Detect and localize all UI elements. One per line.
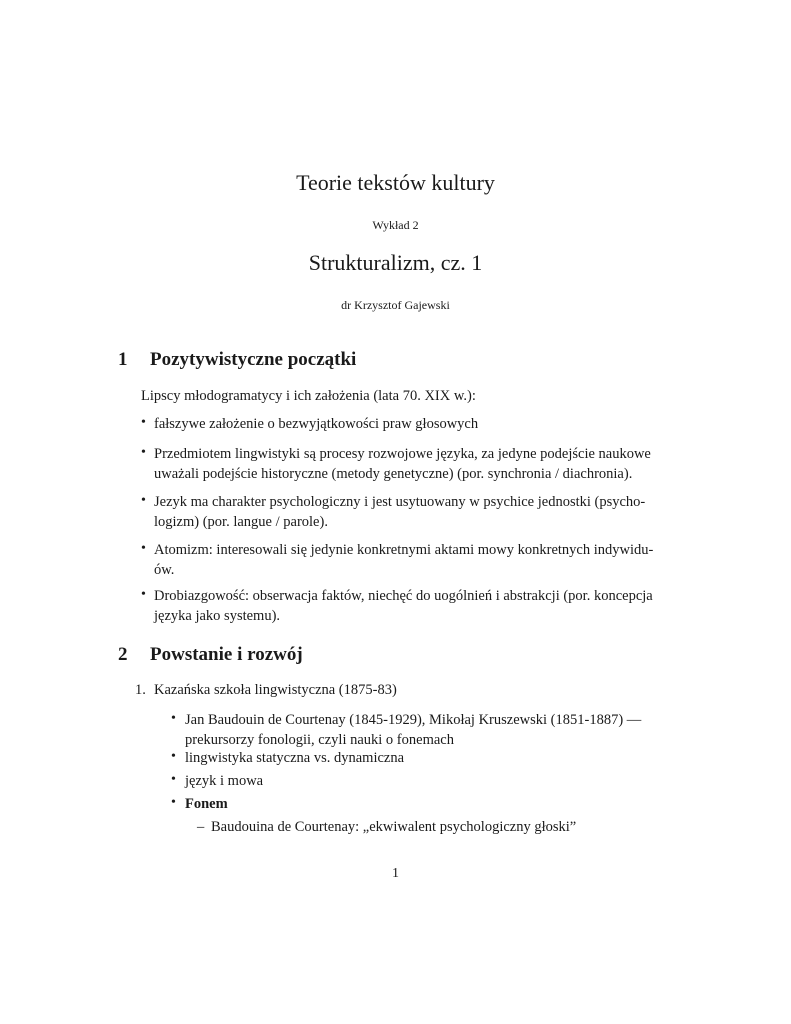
list-item [154,540,674,580]
section-1-title: Pozytywistyczne początki [150,349,357,370]
list-item-line: prekursorzy fonologii, czyli nauki o fonemach [185,732,454,748]
list-item-line: język i mowa [185,773,264,789]
list-item-line: Atomizm: interesowali się jedynie konkretnymi aktami mowy konkretnych indywidu- [154,542,654,558]
bullet-icon: • [141,587,146,602]
page-number: 1 [392,866,399,881]
section-1-intro: Lipscy młodogramatycy i ich założenia (lata 70. XIX w.): [141,388,476,404]
list-item [185,710,685,750]
list-item [154,444,674,484]
list-item [185,771,263,791]
list-item-line: ów. [154,562,175,578]
dash-icon: – [197,819,205,835]
list-item-line: lingwistyka statyczna vs. dynamiczna [185,750,405,766]
bullet-icon: • [141,415,146,430]
list-item-line: fałszywe założenie o bezwyjątkowości praw głosowych [154,416,479,432]
document-title: Teorie tekstów kultury [296,170,495,195]
list-item-line: Jan Baudouin de Courtenay (1845-1929), Mikołaj Kruszewski (1851-1887) — [185,712,642,728]
list-item-line: uważali podejście historyczne (metody genetyczne) (por. synchronia / diachronia). [154,466,633,482]
list-item-line: języka jako systemu). [154,608,281,624]
section-1-number: 1 [118,349,128,370]
bullet-icon: • [171,772,176,787]
bullet-icon: • [141,493,146,508]
section-2-title: Powstanie i rozwój [150,644,303,665]
bullet-icon: • [141,541,146,556]
list-item-bold [185,794,228,814]
list-item [154,414,674,434]
enum-item-text: Kazańska szkoła lingwistyczna (1875-83) [154,682,397,698]
list-item [185,748,404,768]
bullet-icon: • [141,445,146,460]
lecture-label: Wykład 2 [372,218,419,232]
list-item [154,586,674,626]
list-item-line: Jezyk ma charakter psychologiczny i jest usytuowany w psychice jednostki (psycho- [154,494,646,510]
enum-label: 1. [135,682,146,698]
list-item [154,492,674,532]
list-item-line: Przedmiotem lingwistyki są procesy rozwojowe języka, za jedyne podejście naukowe [154,446,651,462]
section-2-number: 2 [118,644,128,665]
author-name: dr Krzysztof Gajewski [341,298,450,312]
list-item-line: Fonem [185,796,228,812]
list-item-line: logizm) (por. langue / parole). [154,514,328,530]
bullet-icon: • [171,711,176,726]
bullet-icon: • [171,795,176,810]
document-subtitle: Strukturalizm, cz. 1 [308,250,483,275]
list-item-line: Drobiazgowość: obserwacja faktów, niechęć do uogólnień i abstrakcji (por. koncepcja [154,588,653,604]
dash-item-text: Baudouina de Courtenay: „ekwiwalent psychologiczny głoski” [211,819,577,835]
bullet-icon: • [171,749,176,764]
